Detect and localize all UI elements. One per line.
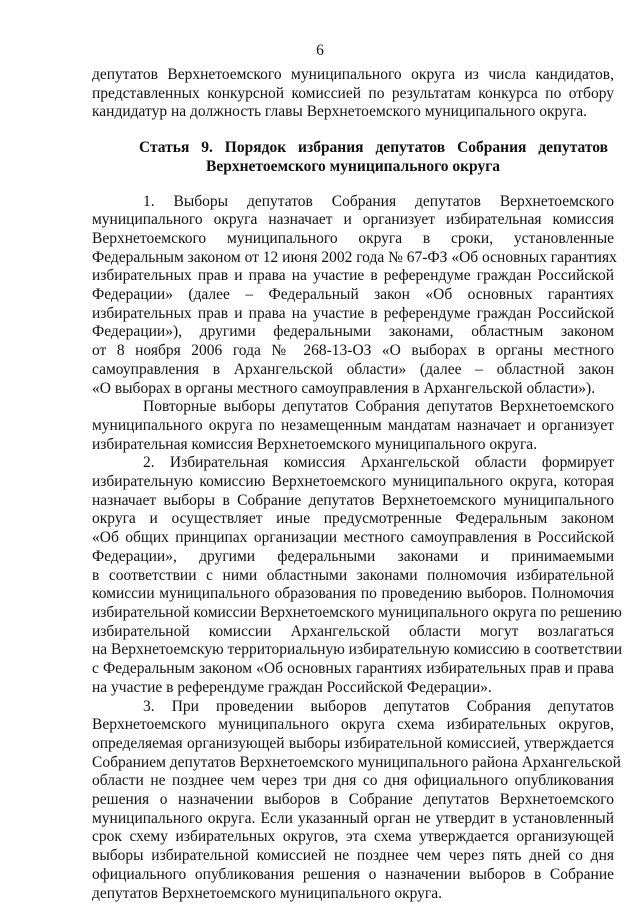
paragraph-1 (92, 192, 617, 399)
paragraph-1-continued (92, 398, 614, 454)
heading-line: Статья 9. Порядок избрания депутатов Собрания депутатов (139, 139, 608, 157)
text-line: на участие в референдуме граждан Российской Федерации». (92, 678, 492, 696)
text-line: депутатов Верхнетоемского муниципального округа. (92, 884, 443, 902)
text-line: избирательной комиссии Верхнетоемского муниципального округа по решению (92, 603, 622, 621)
text-line: от 8 ноября 2006 года № 268-13-ОЗ «О выборах в органы местного (92, 342, 614, 360)
text-line: 3. При проведении выборов депутатов Собрания депутатов (143, 697, 614, 715)
article-heading (92, 139, 614, 176)
text-line: избирательную комиссию Верхнетоемского муниципального округа, которая (92, 473, 614, 491)
text-line: кандидатур на должность главы Верхнетоемского муниципального округа. (92, 103, 587, 121)
text-line: муниципального округа назначает и организует избирательная комиссия (92, 211, 614, 229)
document-body (92, 66, 623, 903)
text-line: Верхнетоемского муниципального округа в сроки, установленные (92, 229, 614, 247)
text-line: Федерации»), другими федеральными законами, областным законом (92, 323, 614, 341)
text-line: срок схему избирательных округов, эта схема утверждается организующей (92, 828, 614, 846)
intro-paragraph (92, 66, 614, 122)
heading-line: Верхнетоемского муниципального округа (206, 157, 500, 175)
text-line: решения о назначении выборов в Собрание депутатов Верхнетоемского (92, 791, 614, 809)
paragraph-3 (92, 697, 621, 904)
text-line: избирательных прав и права на участие в референдуме граждан Российской (92, 267, 614, 285)
text-line: 2. Избирательная комиссия Архангельской области формирует (143, 454, 614, 472)
text-line: в соответствии с ними областными законами полномочия избирательной (92, 566, 614, 584)
text-line: представленных конкурсной комиссией по результатам конкурса по отбору (92, 84, 614, 102)
text-line: муниципального округа по незамещенным мандатам назначает и организует (92, 416, 614, 434)
text-line: на Верхнетоемскую территориальную избирательную комиссию в соответствии (92, 641, 623, 659)
text-line: «Об общих принципах организации местного самоуправления в Российской (92, 529, 614, 547)
paragraph-2 (92, 454, 623, 697)
text-line: назначает выборы в Собрание депутатов Верхнетоемского муниципального (92, 491, 614, 509)
text-line: выборы избирательной комиссией не позднее чем через пять дней со дня (92, 847, 614, 865)
text-line: с Федеральным законом «Об основных гарантиях избирательных прав и права (92, 660, 614, 678)
text-line: Собранием депутатов Верхнетоемского муниципального района Архангельской (92, 753, 621, 771)
text-line: Федерации» (далее – Федеральный закон «Об основных гарантиях (92, 286, 614, 304)
text-line: самоуправления в Архангельской области» (далее – областной закон (92, 360, 614, 378)
page-number: 6 (316, 42, 324, 59)
text-line: избирательная комиссия Верхнетоемского муниципального округа. (92, 435, 538, 453)
text-line: избирательных прав и права на участие в референдуме граждан Российской (92, 304, 614, 322)
text-line: комиссии муниципального образования по проведению выборов. Полномочия (92, 585, 614, 603)
text-line: области не позднее чем через три дня со дня официального опубликования (92, 772, 614, 790)
text-line: Федерации», другими федеральными законами и принимаемыми (92, 547, 614, 565)
text-line: избирательной комиссии Архангельской области могут возлагаться (92, 622, 614, 640)
text-line: Повторные выборы депутатов Собрания депутатов Верхнетоемского (143, 398, 614, 416)
text-line: округа и осуществляет иные предусмотренные Федеральным законом (92, 510, 614, 528)
text-line: 1. Выборы депутатов Собрания депутатов Верхнетоемского (143, 192, 614, 210)
text-line: муниципального округа. Если указанный орган не утвердит в установленный (92, 809, 614, 827)
text-line: определяемая организующей выборы избирательной комиссией, утверждается (92, 734, 614, 752)
text-line: Федеральным законом от 12 июня 2002 года № 67-ФЗ «Об основных гарантиях (92, 248, 617, 266)
text-line: Верхнетоемского муниципального округа схема избирательных округов, (92, 716, 614, 734)
text-line: официального опубликования решения о назначении выборов в Собрание (92, 865, 614, 883)
text-line: «О выборах в органы местного самоуправления в Архангельской области»). (92, 379, 596, 397)
text-line: депутатов Верхнетоемского муниципального округа из числа кандидатов, (92, 66, 614, 83)
